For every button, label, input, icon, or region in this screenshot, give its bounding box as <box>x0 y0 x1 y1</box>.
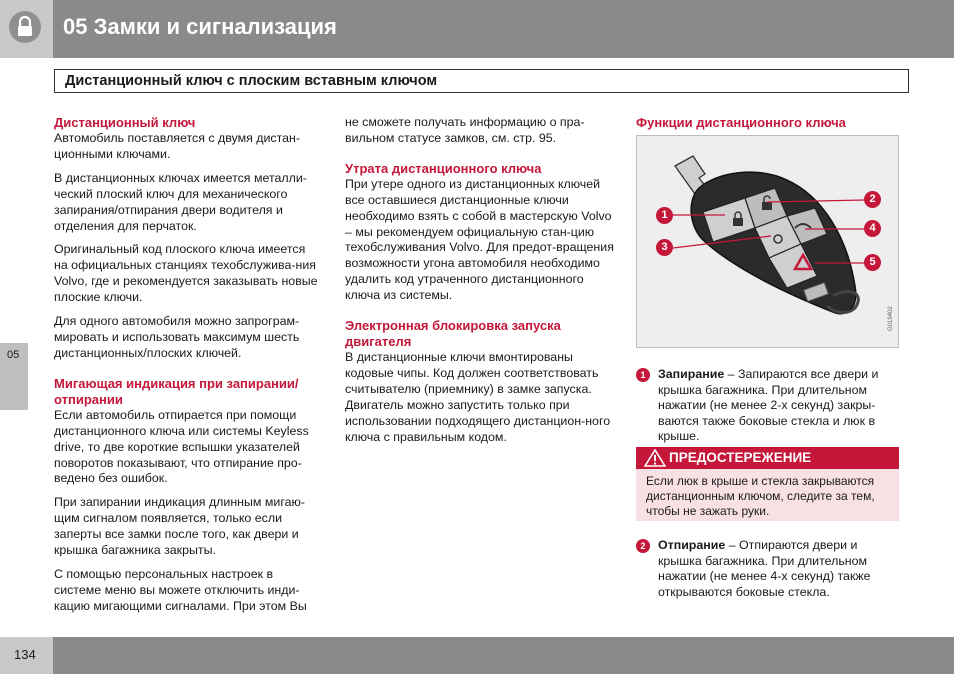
text-column-1 <box>54 115 320 623</box>
figure-code: G019402 <box>888 306 894 331</box>
heading-immobilizer: Электронная блокировка запуска двигателя <box>345 318 561 350</box>
paragraph: С помощью персональных настроек в системе меню вы можете отключить инди-кацию мигающими сигналами. При этом Вы <box>54 566 307 613</box>
paragraph: При утере одного из дистанционных ключей все оставшиеся дистанционные ключи необходимо взять с собой в мастерскую Volvo – мы рекомендуем официальную стан-цию техобслуживания Volvo. Для предот-вращения возможности угона автомобиля необходимо удалить код утраченного дистанционного ключа из системы. <box>345 176 614 303</box>
list-item-lock <box>636 368 900 442</box>
callout-2: 2 <box>864 191 881 208</box>
item-description: – Отпираются двери и крышка багажника. При длительном нажатии (не менее 4-х секунд) также открываются боковые стекла. <box>658 538 871 599</box>
text-column-3 <box>636 115 900 131</box>
heading-lost-key: Утрата дистанционного ключа <box>345 160 542 176</box>
callout-1: 1 <box>656 207 673 224</box>
paragraph: При запирании индикация длинным мигаю-щим сигналом появляется, только если заперты все замки после того, как двери и крышка багажника закрыты. <box>54 495 305 558</box>
chapter-title: 05 Замки и сигнализация <box>63 14 337 39</box>
item-number: 2 <box>636 539 650 553</box>
text-column-2 <box>345 115 615 454</box>
heading-flash-indication: Мигающая индикация при запирании/отпирании <box>54 375 299 407</box>
callout-5: 5 <box>864 254 881 271</box>
item-label: Запирание <box>658 367 725 381</box>
paragraph: Для одного автомобиля можно запрограм-мировать и использовать максимум шесть дистанционных/плоских ключей. <box>54 314 300 360</box>
paragraph: Оригинальный код плоского ключа имеется на официальных станциях техобслужива-ния Volvo, где и рекомендуется заказывать новые плоские ключи. <box>54 242 318 305</box>
warning-header <box>636 447 899 469</box>
paragraph: не сможете получать информацию о пра-вильном статусе замков, см. стр. 95. <box>345 115 585 145</box>
paragraph: В дистанционные ключи вмонтированы кодовые чипы. Код должен соответствовать считывателю (приемнику) в замке запуска. Двигатель можно запустить только при использовании подходящего дистанцион-ного ключа с правильным кодом. <box>345 350 611 444</box>
paragraph: Автомобиль поставляется с двумя дистан-ционными ключами. <box>54 131 301 161</box>
footer-bar <box>0 637 954 674</box>
item-text <box>658 367 900 445</box>
section-title: Дистанционный ключ с плоским вставным ключом <box>54 69 909 93</box>
warning-text: Если люк в крыше и стекла закрываются дистанционным ключом, следите за тем, чтобы не зажать руки. <box>636 469 899 521</box>
warning-title: ПРЕДОСТЕРЕЖЕНИЕ <box>669 450 812 465</box>
remote-key-illustration <box>637 136 898 347</box>
heading-key-functions: Функции дистанционного ключа <box>636 115 846 130</box>
item-text <box>658 538 900 600</box>
callout-3: 3 <box>656 239 673 256</box>
heading-remote-key: Дистанционный ключ <box>54 115 196 130</box>
callout-4: 4 <box>864 220 881 237</box>
remote-key-figure <box>636 135 899 348</box>
item-label: Отпирание <box>658 538 726 552</box>
warning-icon <box>644 449 666 467</box>
page-number: 134 <box>14 647 36 662</box>
paragraph: В дистанционных ключах имеется металли-ческий плоский ключ для механического запирания/отпирания двери водителя и отделения для перчаток. <box>54 170 307 233</box>
item-number: 1 <box>636 368 650 382</box>
side-tab-label: 05 <box>7 349 20 361</box>
list-item-unlock <box>636 539 900 601</box>
chapter-icon-tab <box>0 0 53 58</box>
paragraph: Если автомобиль отпирается при помощи дистанционного ключа или системы Keyless drive, то две короткие вспышки указателей поворотов показывают, что отпирание про-ведено без ошибок. <box>54 407 309 486</box>
item-description: – Запираются все двери и крышка багажника. При длительном нажатии (не менее 2-х секунд) закры-ваются также боковые стекла и люк в крыше. <box>658 367 879 444</box>
lock-icon <box>9 11 41 43</box>
chapter-side-tab <box>0 343 28 410</box>
